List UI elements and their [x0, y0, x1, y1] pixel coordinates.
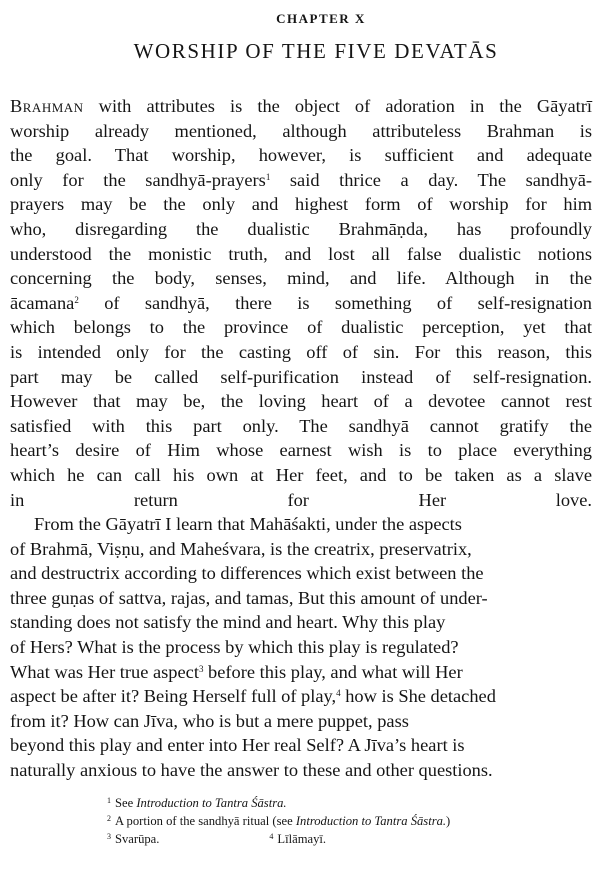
- text-line: concerning the body, senses, mind, and life. Although in the: [10, 268, 592, 289]
- footnote-text: A portion of the sandhyā ritual (see: [115, 813, 296, 828]
- text-line: of Hers? What is the process by which this play is regulated?: [10, 637, 459, 658]
- chapter-title: WORSHIP OF THE FIVE DEVATĀS: [133, 39, 499, 63]
- lead-word: Brahman: [10, 96, 84, 116]
- footnote-ref-3: 3: [198, 663, 204, 674]
- text-line: from it? How can Jīva, who is but a mere puppet, pass: [10, 710, 409, 731]
- text-line: standing does not satisfy the mind and heart. Why this play: [10, 612, 446, 633]
- footnote-number: 4: [269, 831, 274, 841]
- paragraph-1: [10, 94, 592, 512]
- footnote-text: Svarūpa.: [115, 831, 160, 846]
- text-line: aspect be after it? Being Herself full of play,: [10, 686, 337, 707]
- footnote-ref-4: 4: [336, 688, 341, 699]
- text-line: which belongs to the province of dualistic perception, yet that: [10, 317, 592, 338]
- text-line: heart’s desire of Him whose earnest wish is to place everything: [10, 440, 592, 461]
- footnote-title: Introduction to Tantra Śāstra.: [295, 813, 447, 828]
- footnote-2: [107, 811, 592, 829]
- text-line: of sandhyā, there is something of self-resignation: [78, 292, 592, 313]
- text-line: worship already mentioned, although attributeless Brahman is: [10, 120, 592, 141]
- text-line: with attributes is the object of adoration in the Gāyatrī: [83, 96, 592, 116]
- text-line: ācamana: [10, 292, 75, 313]
- footnote-number: 3: [107, 831, 111, 841]
- text-line: how is She detached: [340, 686, 496, 707]
- text-line: which he can call his own at Her feet, and to be taken as a slave: [10, 464, 592, 485]
- footnote-3-4: [107, 829, 592, 847]
- text-line: prayers may be the only and highest form of worship for him: [10, 194, 592, 215]
- footnote-number: 2: [107, 813, 111, 823]
- footnote-ref-2: 2: [74, 294, 79, 305]
- text-line: who, disregarding the dualistic Brahmāṇda, has profoundly: [10, 218, 592, 239]
- text-line: said thrice a day. The sandhyā-: [270, 169, 592, 190]
- text-line: part may be called self-purification instead of self-resignation.: [10, 366, 592, 387]
- text-line: satisfied with this part only. The sandhyā cannot gratify the: [10, 415, 592, 436]
- footnote-text: Līlāmayī.: [277, 831, 327, 846]
- text-line: in return for Her love.: [10, 489, 592, 510]
- footnote-ref-1: 1: [265, 171, 271, 182]
- text-line: From the Gāyatrī I learn that Mahāśakti, under the aspects: [34, 514, 462, 535]
- footnote-title: Introduction to Tantra Śāstra.: [136, 795, 287, 810]
- footnote-1: [107, 793, 592, 811]
- chapter-label: CHAPTER X: [276, 11, 366, 26]
- text-line: and destructrix according to differences which exist between the: [10, 563, 484, 584]
- text-line: beyond this play and enter into Her real Self? A Jīva’s heart is: [10, 735, 465, 756]
- text-line: naturally anxious to have the answer to these and other questions.: [10, 760, 493, 781]
- text-line: is intended only for the casting off of sin. For this reason, this: [10, 341, 592, 362]
- text-line: only for the sandhyā-prayers: [10, 169, 266, 190]
- footnote-text: See: [115, 795, 137, 810]
- text-line: the goal. That worship, however, is sufficient and adequate: [10, 145, 592, 166]
- footnote-text: ): [446, 813, 451, 828]
- paragraph-2: [10, 512, 592, 783]
- footnote-number: 1: [107, 795, 111, 805]
- text-line: before this play, and what will Her: [203, 661, 463, 682]
- text-line: However that may be, the loving heart of a devotee cannot rest: [10, 391, 592, 412]
- text-line: What was Her true aspect: [10, 661, 199, 682]
- text-line: understood the monistic truth, and lost all false dualistic notions: [10, 243, 592, 264]
- body-text: [10, 94, 592, 783]
- text-line: three guṇas of sattva, rajas, and tamas, But this amount of under-: [10, 587, 488, 608]
- text-line: of Brahmā, Viṣṇu, and Maheśvara, is the creatrix, preservatrix,: [10, 538, 472, 559]
- footnotes: [107, 793, 592, 847]
